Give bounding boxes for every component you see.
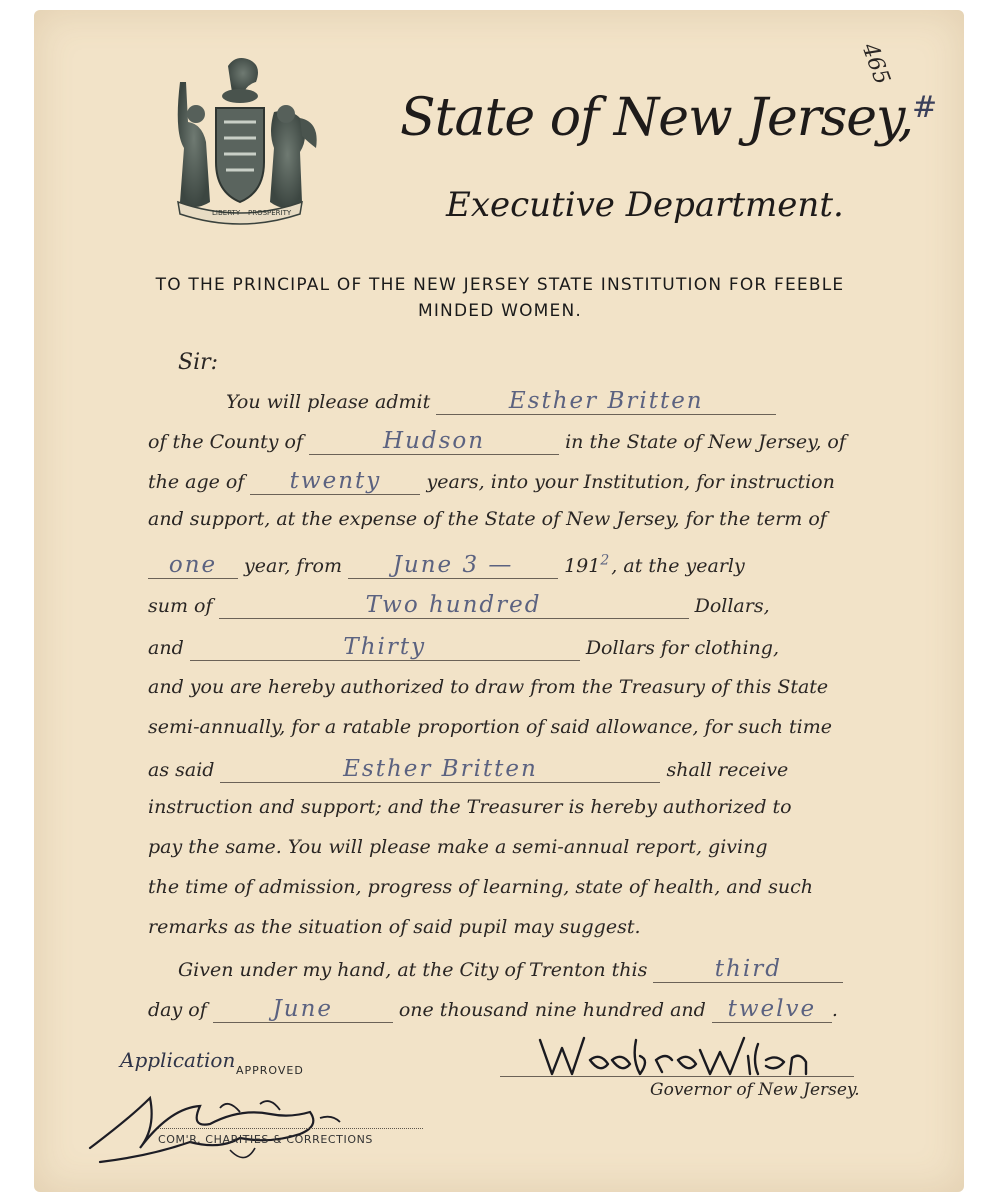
body-line-13: the time of admission, progress of learning, state of health, and such: [148, 876, 813, 898]
body-line-14: remarks as the situation of said pupil may suggest.: [148, 916, 641, 938]
body-line-7: and Thirty Dollars for clothing,: [148, 634, 779, 660]
letterhead-subtitle: Executive Department.: [446, 185, 844, 225]
margin-note-number: 465: [856, 40, 895, 89]
commissioner-signature-image: [70, 1078, 430, 1168]
filled-county: Hudson: [383, 428, 486, 454]
governor-signature-line: [500, 1076, 854, 1077]
body-line-2: of the County of Hudson in the State of New Jersey, of: [148, 428, 846, 454]
margin-mark: #: [912, 90, 938, 125]
filled-name: Esther Britten: [508, 388, 704, 414]
approved-label: APPROVED: [236, 1064, 304, 1077]
svg-text:PROSPERITY: PROSPERITY: [248, 209, 292, 217]
svg-text:LIBERTY: LIBERTY: [212, 209, 241, 217]
governor-title: Governor of New Jersey.: [650, 1080, 860, 1100]
body-line-6: sum of Two hundred Dollars,: [148, 592, 770, 618]
body-line-1: You will please admit Esther Britten: [226, 388, 854, 424]
body-line-4: and support, at the expense of the State of New Jersey, for the term of: [148, 508, 827, 530]
salutation: Sir:: [178, 350, 219, 375]
filled-year-word: twelve: [727, 996, 817, 1022]
body-line-9: semi-annually, for a ratable proportion of said allowance, for such time: [148, 716, 833, 738]
addressee-heading: TO THE PRINCIPAL OF THE NEW JERSEY STATE INSTITUTION FOR FEEBLE MINDED WOMEN.: [155, 275, 845, 321]
filled-age: twenty: [289, 468, 382, 494]
filled-yearly-sum: Two hundred: [365, 592, 542, 618]
filled-clothing-sum: Thirty: [343, 634, 427, 660]
letterhead-title: State of New Jersey,: [400, 88, 914, 148]
filled-name-repeat: Esther Britten: [343, 756, 538, 782]
body-line-15: Given under my hand, at the City of Trenton this third: [178, 956, 854, 992]
body-line-10: as said Esther Britten shall receive: [148, 756, 789, 782]
body-line-16: day of June one thousand nine hundred and twelve .: [148, 996, 838, 1022]
body-line-12: pay the same. You will please make a semi-annual report, giving: [148, 836, 768, 858]
filled-start-date: June 3 —: [392, 552, 514, 578]
commissioner-title: COM'R. CHARITIES & CORRECTIONS: [158, 1128, 423, 1146]
filled-term: one: [168, 552, 218, 578]
body-line-5: one year, from June 3 — $191^2$, at the yearly: [148, 552, 854, 588]
body-line-8: and you are hereby authorized to draw from the Treasury of this State: [148, 676, 829, 698]
body-line-11: instruction and support; and the Treasurer is hereby authorized to: [148, 796, 792, 818]
body-line-3: the age of twenty years, into your Institution, for instruction: [148, 468, 835, 494]
application-note: Application: [120, 1048, 236, 1072]
filled-year-digit: 2: [600, 552, 612, 569]
filled-day: third: [714, 956, 782, 982]
filled-month: June: [272, 996, 334, 1022]
state-seal-image: [150, 52, 330, 232]
